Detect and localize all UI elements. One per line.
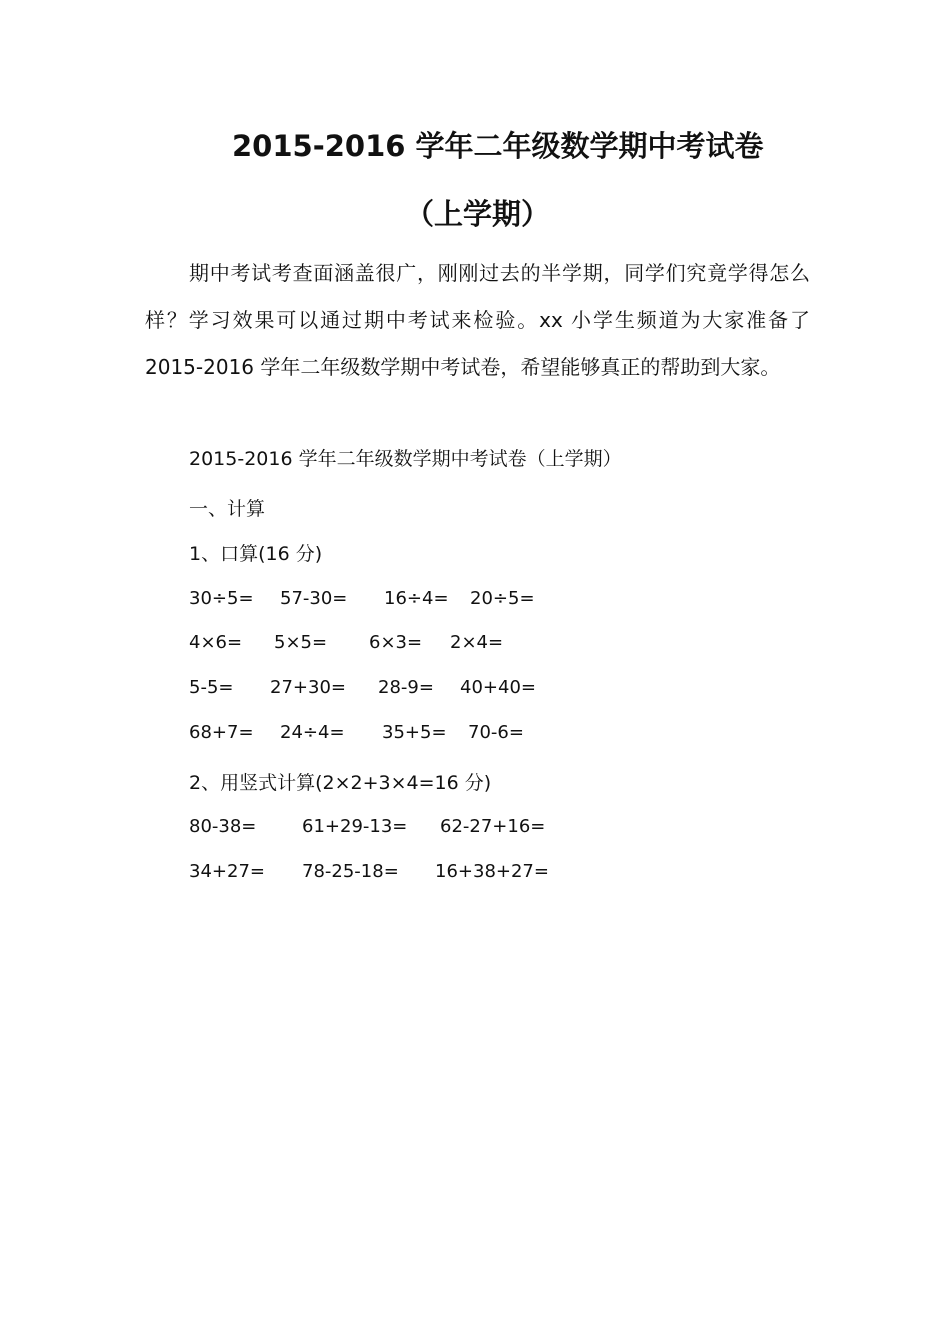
problem: 35+5= — [382, 722, 447, 743]
part-heading-oral: 1、口算(16 分) — [189, 543, 323, 565]
problem: 16÷4= — [384, 588, 449, 609]
exam-subtitle: 2015-2016 学年二年级数学期中考试卷（上学期） — [189, 448, 622, 470]
problem: 5×5= — [274, 632, 328, 653]
document-title: 2015-2016 学年二年级数学期中考试卷 — [232, 129, 764, 163]
problem: 68+7= — [189, 722, 254, 743]
document-title-term: （上学期） — [405, 197, 551, 231]
problem: 57-30= — [280, 588, 348, 609]
problem: 80-38= — [189, 816, 257, 837]
problem: 62-27+16= — [440, 816, 546, 837]
problem: 6×3= — [369, 632, 423, 653]
problem: 16+38+27= — [435, 861, 549, 882]
problem: 20÷5= — [470, 588, 535, 609]
problem: 34+27= — [189, 861, 265, 882]
problem: 2×4= — [450, 632, 504, 653]
problem: 70-6= — [468, 722, 524, 743]
part-heading-vertical: 2、用竖式计算(2×2+3×4=16 分) — [189, 772, 492, 794]
problem: 27+30= — [270, 677, 346, 698]
problem: 28-9= — [378, 677, 434, 698]
problem: 5-5= — [189, 677, 234, 698]
problem: 61+29-13= — [302, 816, 408, 837]
section-heading-calculation: 一、计算 — [189, 498, 266, 520]
problem: 24÷4= — [280, 722, 345, 743]
problem: 30÷5= — [189, 588, 254, 609]
problem: 4×6= — [189, 632, 243, 653]
problem: 78-25-18= — [302, 861, 399, 882]
intro-paragraph: 期中考试考查面涵盖很广，刚刚过去的半学期，同学们究竟学得怎么样？学习效果可以通过期中考试来检验。xx 小学生频道为大家准备了 2015-2016 学年二年级数学期中考试卷，希望能够真正的帮助到大家。 — [145, 261, 810, 379]
problem: 40+40= — [460, 677, 536, 698]
